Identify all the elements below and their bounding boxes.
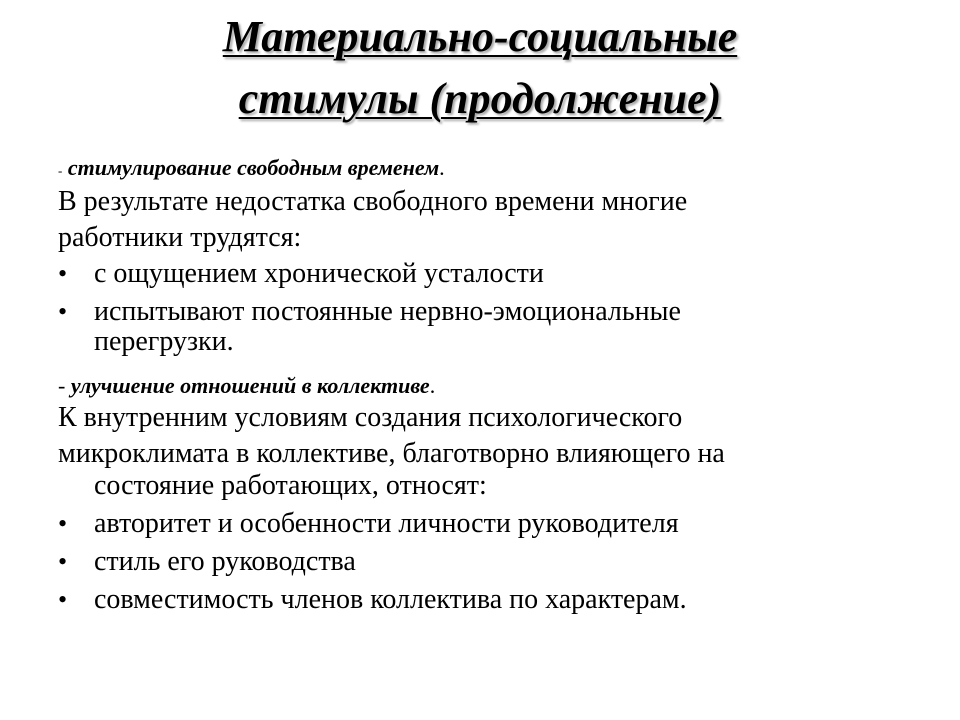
title-line-1: Материально-социальные: [222, 12, 738, 61]
section-heading-text: улучшение отношений в коллективе: [70, 373, 430, 398]
bullet-icon: •: [58, 297, 68, 326]
section-dash: -: [58, 373, 71, 398]
list-item: [58, 584, 918, 616]
section-heading-text: стимулирование свободным временем: [67, 155, 440, 180]
section-period: .: [429, 373, 436, 398]
list-item-text: с ощущением хронической усталости: [94, 258, 544, 289]
paragraph-line: В результате недостатка свободного времени многие: [58, 186, 688, 217]
list-item: [58, 258, 918, 290]
bullet-icon: •: [58, 547, 68, 576]
section-heading-team-relations: [58, 370, 435, 402]
paragraph-line: состояние работающих, относят:: [94, 470, 487, 501]
list-item-text-continued: перегрузки.: [94, 326, 234, 357]
bullet-icon: •: [58, 585, 68, 614]
list-item: [58, 508, 918, 540]
list-item-text: стиль его руководства: [94, 546, 356, 577]
section-dash: -: [58, 163, 63, 178]
paragraph-line: микроклимата в коллективе, благотворно влияющего на: [58, 438, 725, 469]
slide-title: [0, 6, 960, 130]
list-item-text: испытывают постоянные нервно-эмоциональные: [94, 296, 681, 327]
bullet-icon: •: [58, 509, 68, 538]
list-item: [58, 296, 918, 360]
section-period: .: [439, 155, 445, 180]
paragraph-line: К внутренним условиям создания психологического: [58, 402, 683, 433]
list-item-text: совместимость членов коллектива по характерам.: [94, 584, 687, 615]
paragraph-line: работники трудятся:: [58, 222, 302, 253]
title-line-2: стимулы (продолжение): [238, 74, 722, 123]
list-item-text: авторитет и особенности личности руководителя: [94, 508, 679, 539]
section-heading-free-time: [58, 152, 445, 187]
bullet-icon: •: [58, 259, 68, 288]
list-item: [58, 546, 918, 578]
